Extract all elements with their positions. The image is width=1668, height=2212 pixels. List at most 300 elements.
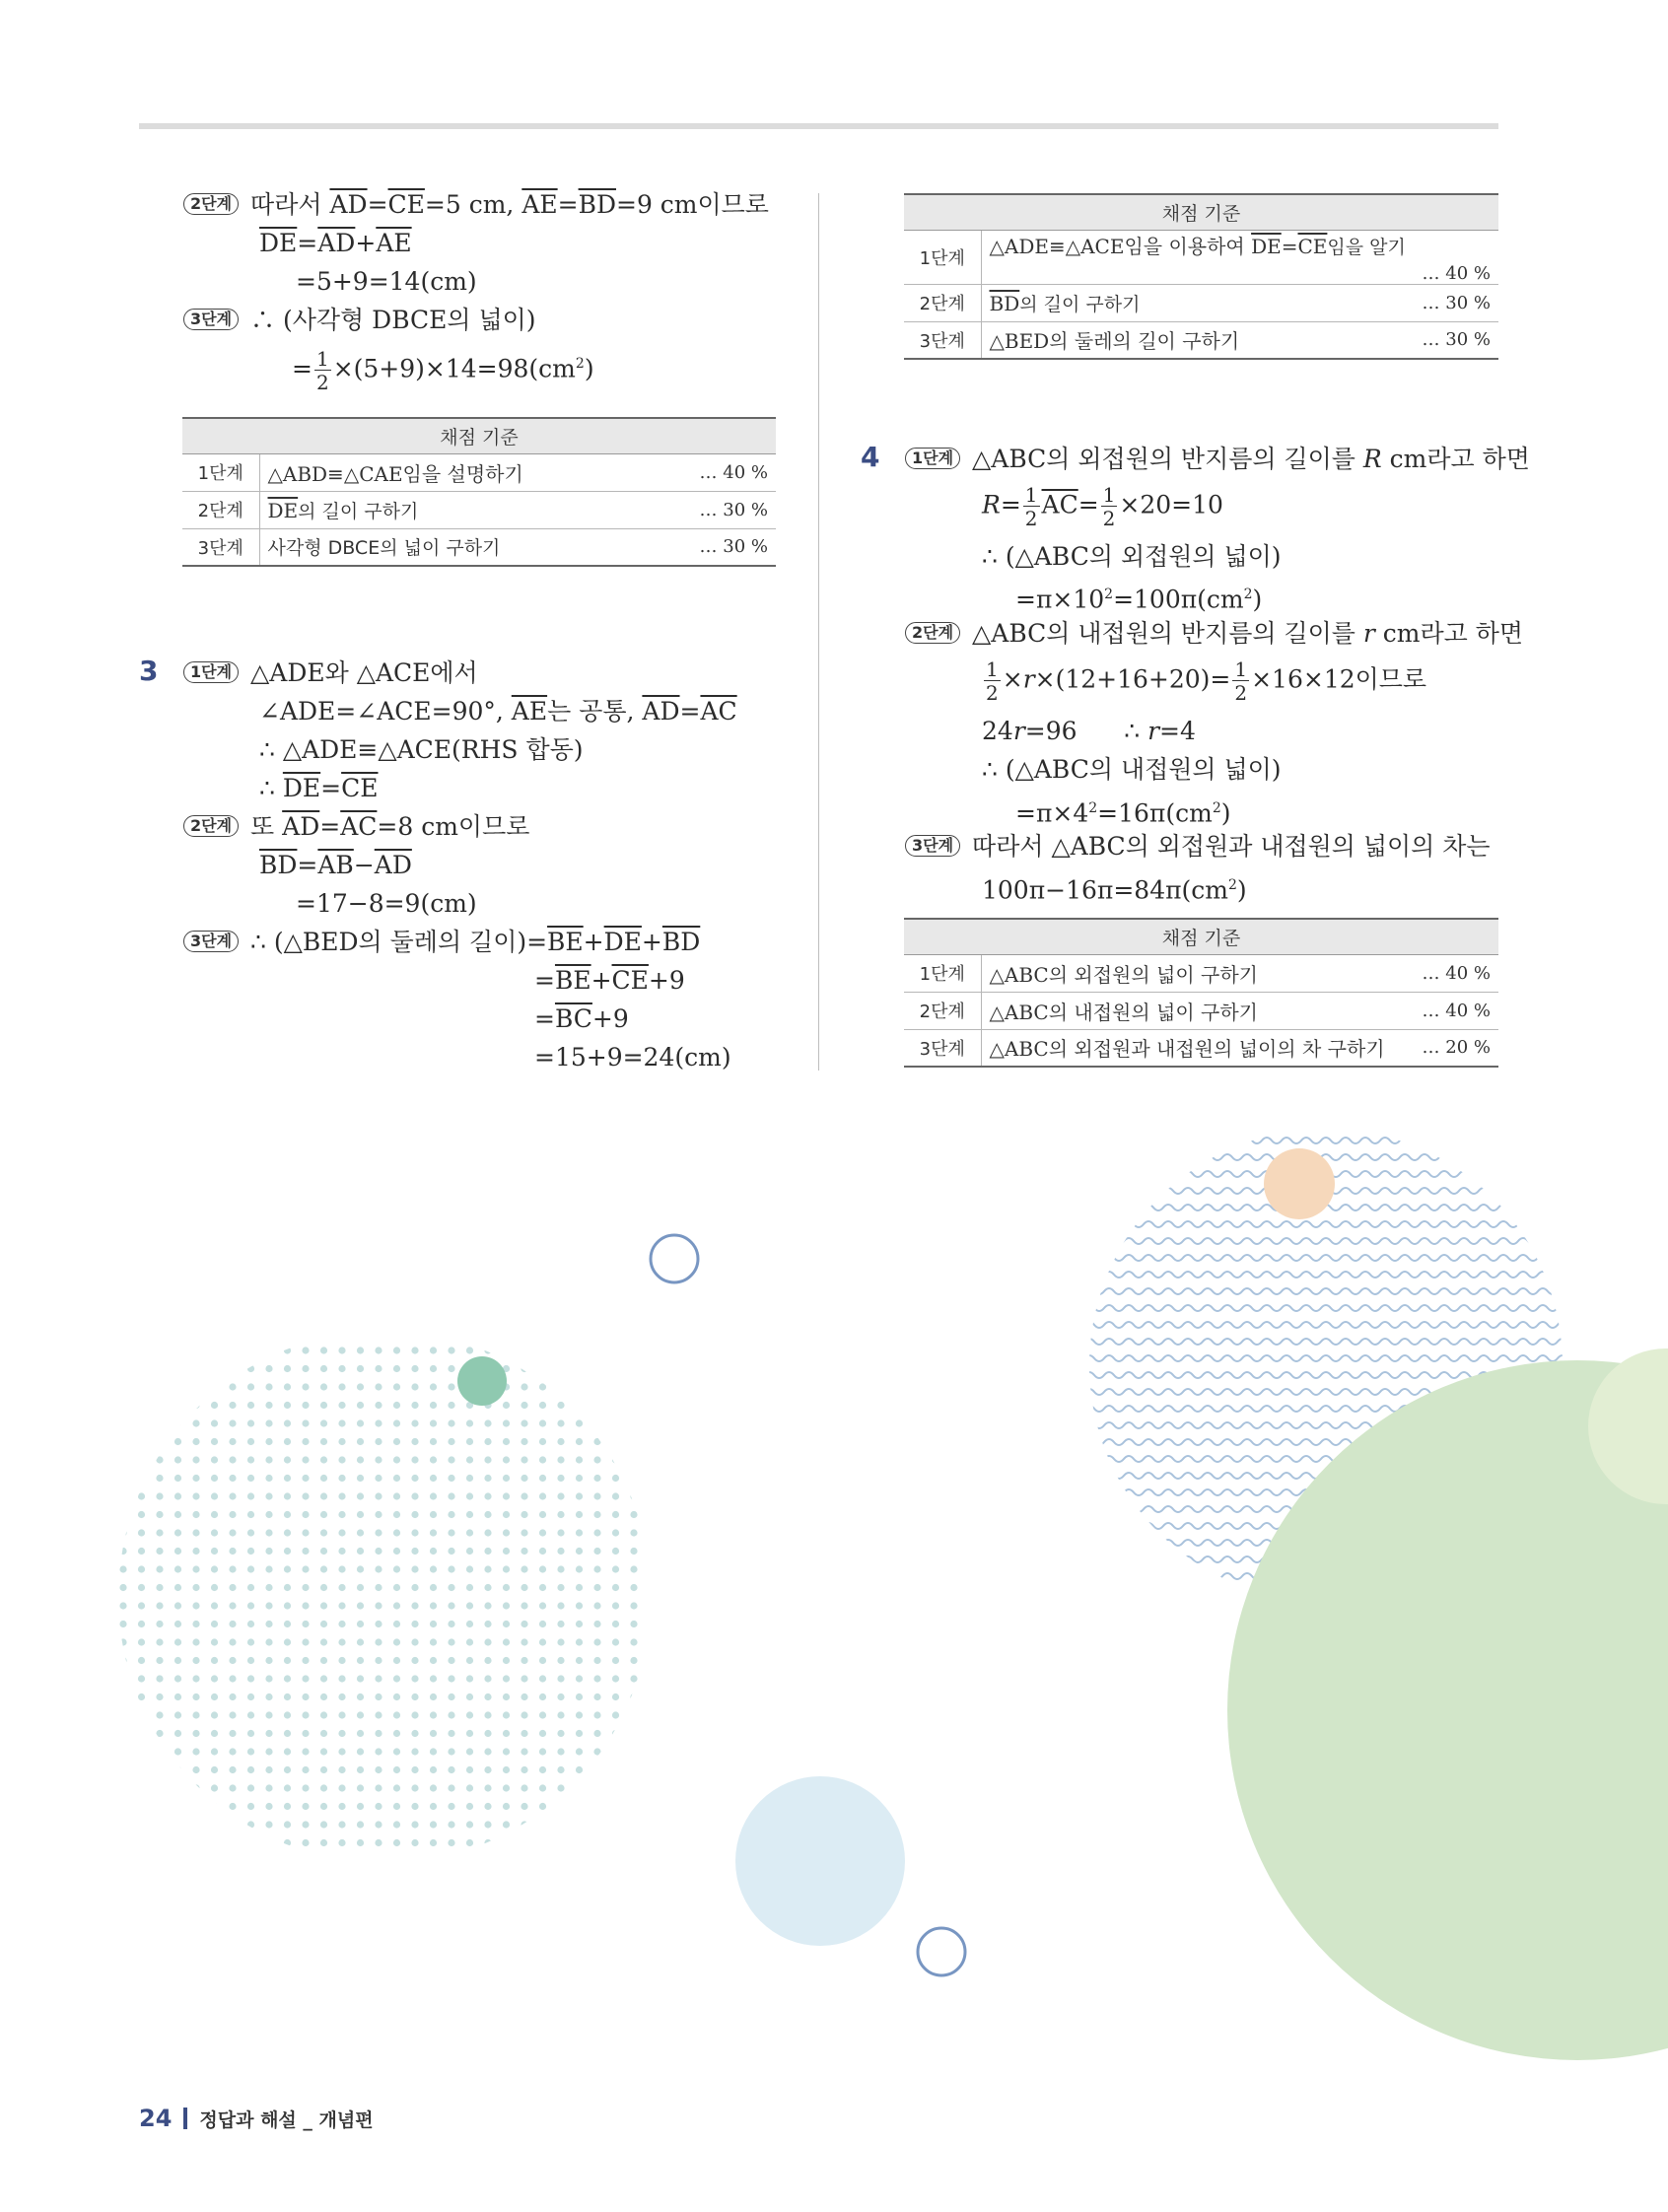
step-badge: 1단계 xyxy=(905,448,960,469)
pattern-dot xyxy=(265,1638,272,1645)
pattern-dot xyxy=(138,1529,145,1536)
pattern-dot xyxy=(393,1419,400,1426)
pattern-dot xyxy=(557,1839,564,1846)
pattern-dot xyxy=(119,1548,126,1555)
pattern-dot xyxy=(156,1419,163,1426)
pattern-dot xyxy=(229,1711,236,1718)
wave-line xyxy=(1084,1138,1577,1143)
pattern-dot xyxy=(593,1621,600,1627)
pattern-dot xyxy=(119,1475,126,1482)
pattern-dot xyxy=(138,1602,145,1609)
pattern-dot xyxy=(284,1821,291,1828)
pattern-dot xyxy=(612,1657,619,1664)
pattern-dot xyxy=(357,1803,364,1810)
pattern-dot xyxy=(448,1548,454,1555)
p3-line3: ∴ △ADE≡△ACE(RHS 합동) xyxy=(259,735,584,764)
pattern-dot xyxy=(284,1383,291,1390)
pattern-dot xyxy=(484,1711,491,1718)
pattern-dot xyxy=(265,1657,272,1664)
pattern-dot xyxy=(156,1730,163,1737)
pattern-dot xyxy=(229,1383,236,1390)
pattern-dot xyxy=(466,1529,473,1536)
pattern-dot xyxy=(138,1548,145,1555)
pattern-dot xyxy=(503,1694,510,1700)
pattern-dot xyxy=(411,1402,418,1409)
pattern-dot xyxy=(229,1803,236,1810)
pattern-dot xyxy=(576,1621,583,1627)
pattern-dot xyxy=(593,1784,600,1791)
pattern-dot xyxy=(320,1821,327,1828)
pattern-dot xyxy=(612,1584,619,1591)
pattern-dot xyxy=(174,1638,181,1645)
pattern-dot xyxy=(593,1419,600,1426)
pattern-dot xyxy=(393,1694,400,1700)
pattern-dot xyxy=(302,1621,309,1627)
pattern-dot xyxy=(593,1657,600,1664)
pattern-dot xyxy=(320,1347,327,1353)
pattern-dot xyxy=(576,1383,583,1390)
pattern-dot xyxy=(539,1492,546,1499)
pattern-dot xyxy=(357,1621,364,1627)
pattern-dot xyxy=(338,1548,345,1555)
pattern-dot xyxy=(576,1821,583,1828)
wave-line xyxy=(1084,1305,1577,1311)
pattern-dot xyxy=(138,1839,145,1846)
pattern-dot xyxy=(484,1347,491,1353)
pattern-dot xyxy=(630,1730,637,1737)
pattern-dot xyxy=(448,1821,454,1828)
pattern-dot xyxy=(320,1548,327,1555)
pattern-dot xyxy=(119,1694,126,1700)
pattern-dot xyxy=(265,1419,272,1426)
problem-number-4: 4 xyxy=(861,441,880,473)
pattern-dot xyxy=(302,1438,309,1445)
pattern-dot xyxy=(466,1548,473,1555)
pattern-dot xyxy=(484,1419,491,1426)
pattern-dot xyxy=(247,1529,254,1536)
pattern-dot xyxy=(302,1766,309,1773)
pattern-dot xyxy=(119,1803,126,1810)
pattern-dot xyxy=(612,1529,619,1536)
pattern-dot xyxy=(302,1383,309,1390)
pattern-dot xyxy=(320,1748,327,1755)
pattern-dot xyxy=(539,1347,546,1353)
pattern-dot xyxy=(156,1511,163,1518)
pattern-dot xyxy=(375,1711,382,1718)
pattern-dot xyxy=(521,1565,527,1572)
p4-line7: 24r=96 ∴ r=4 xyxy=(982,717,1196,745)
pattern-dot xyxy=(211,1565,218,1572)
pattern-dot xyxy=(357,1492,364,1499)
pattern-dot xyxy=(138,1492,145,1499)
pattern-dot xyxy=(211,1638,218,1645)
pattern-dot xyxy=(466,1621,473,1627)
p3-line4: ∴ $\overline{DE}=\overline{CE}$ xyxy=(259,774,379,802)
pattern-dot xyxy=(338,1657,345,1664)
pattern-dot xyxy=(430,1657,437,1664)
pattern-dot xyxy=(156,1694,163,1700)
pattern-dot xyxy=(284,1548,291,1555)
pattern-dot xyxy=(229,1839,236,1846)
pattern-dot xyxy=(448,1365,454,1372)
pattern-dot xyxy=(593,1584,600,1591)
pattern-dot xyxy=(174,1383,181,1390)
pattern-dot xyxy=(229,1402,236,1409)
pattern-dot xyxy=(430,1511,437,1518)
pattern-dot xyxy=(211,1383,218,1390)
pattern-dot xyxy=(302,1657,309,1664)
pattern-dot xyxy=(265,1565,272,1572)
pattern-dot xyxy=(247,1675,254,1682)
pattern-dot xyxy=(138,1347,145,1353)
step2-line2: $\overline{DE}=\overline{AD}+\overline{AE}$ xyxy=(259,229,412,257)
pattern-dot xyxy=(557,1657,564,1664)
pattern-dot xyxy=(466,1748,473,1755)
pattern-dot xyxy=(466,1803,473,1810)
pattern-dot xyxy=(576,1492,583,1499)
pattern-dot xyxy=(265,1602,272,1609)
pattern-dot xyxy=(247,1456,254,1463)
pattern-dot xyxy=(119,1766,126,1773)
pattern-dot xyxy=(576,1548,583,1555)
pattern-dot xyxy=(593,1694,600,1700)
pattern-dot xyxy=(265,1511,272,1518)
pattern-dot xyxy=(119,1565,126,1572)
column-divider xyxy=(818,193,819,1071)
pattern-dot xyxy=(211,1584,218,1591)
pattern-dot xyxy=(265,1402,272,1409)
pattern-dot xyxy=(357,1657,364,1664)
pattern-dot xyxy=(539,1419,546,1426)
pattern-dot xyxy=(612,1383,619,1390)
pattern-dot xyxy=(448,1638,454,1645)
pattern-dot xyxy=(484,1839,491,1846)
pattern-dot xyxy=(247,1419,254,1426)
pattern-dot xyxy=(484,1638,491,1645)
pattern-dot xyxy=(338,1419,345,1426)
pattern-dot xyxy=(192,1492,199,1499)
light-blue-circle xyxy=(735,1776,905,1946)
pattern-dot xyxy=(119,1383,126,1390)
pattern-dot xyxy=(630,1492,637,1499)
p3-line8: 3단계 ∴ (△BED의 둘레의 길이)$=\overline{BE}+\overline{DE}+\overline{BD}$ xyxy=(183,924,700,961)
table-row: 1단계 △ABD≡△CAE임을 설명하기 … 40 % xyxy=(182,453,776,491)
pattern-dot xyxy=(557,1492,564,1499)
pattern-dot xyxy=(593,1402,600,1409)
pattern-dot xyxy=(430,1766,437,1773)
pattern-dot xyxy=(612,1675,619,1682)
pattern-dot xyxy=(302,1548,309,1555)
pattern-dot xyxy=(448,1839,454,1846)
pattern-dot xyxy=(247,1839,254,1846)
pattern-dot xyxy=(174,1511,181,1518)
pattern-dot xyxy=(503,1492,510,1499)
pattern-dot xyxy=(265,1383,272,1390)
pattern-dot xyxy=(265,1675,272,1682)
pattern-dot xyxy=(119,1511,126,1518)
pattern-dot xyxy=(521,1675,527,1682)
pattern-dot xyxy=(284,1529,291,1536)
pattern-dot xyxy=(503,1602,510,1609)
pattern-dot xyxy=(630,1419,637,1426)
pattern-dot xyxy=(338,1584,345,1591)
pattern-dot xyxy=(338,1803,345,1810)
pattern-dot xyxy=(466,1492,473,1499)
pattern-dot xyxy=(593,1475,600,1482)
pattern-dot xyxy=(576,1565,583,1572)
p4-line1: 1단계 △ABC의 외접원의 반지름의 길이를 R cm라고 하면 xyxy=(905,441,1530,478)
pattern-dot xyxy=(302,1602,309,1609)
pattern-dot xyxy=(593,1821,600,1828)
pattern-dot xyxy=(484,1803,491,1810)
pattern-dot xyxy=(411,1548,418,1555)
pattern-dot xyxy=(156,1657,163,1664)
pattern-dot xyxy=(138,1730,145,1737)
pattern-dot xyxy=(557,1821,564,1828)
pattern-dot xyxy=(284,1402,291,1409)
pattern-dot xyxy=(265,1711,272,1718)
pattern-dot xyxy=(393,1529,400,1536)
pattern-dot xyxy=(265,1803,272,1810)
pattern-dot xyxy=(284,1730,291,1737)
pattern-dot xyxy=(393,1803,400,1810)
pattern-dot xyxy=(156,1766,163,1773)
pattern-dot xyxy=(357,1711,364,1718)
pattern-dot xyxy=(448,1383,454,1390)
pattern-dot xyxy=(521,1621,527,1627)
pattern-dot xyxy=(430,1839,437,1846)
pattern-dot xyxy=(174,1548,181,1555)
pattern-dot xyxy=(211,1657,218,1664)
table-row: 1단계 △ADE≡△ACE임을 이용하여 $\overline{DE}=\overline{CE}$임을 알기 … 40 % xyxy=(904,230,1498,284)
pattern-dot xyxy=(411,1821,418,1828)
wave-line xyxy=(1084,1255,1577,1261)
step3-line2: = $\frac{1}{2}$ $\times(5+9)\times 14=98(cm^2)$ xyxy=(292,346,594,394)
pattern-dot xyxy=(630,1584,637,1591)
pattern-dot xyxy=(284,1456,291,1463)
pattern-dot xyxy=(630,1839,637,1846)
pattern-dot xyxy=(357,1730,364,1737)
pattern-dot xyxy=(430,1694,437,1700)
pattern-dot xyxy=(521,1784,527,1791)
pattern-dot xyxy=(612,1766,619,1773)
pattern-dot xyxy=(539,1383,546,1390)
pattern-dot xyxy=(593,1748,600,1755)
pattern-dot xyxy=(576,1748,583,1755)
footer-title: 정답과 해설 _ 개념편 xyxy=(199,2108,374,2131)
pattern-dot xyxy=(265,1784,272,1791)
pattern-dot xyxy=(521,1365,527,1372)
pattern-dot xyxy=(557,1694,564,1700)
pattern-dot xyxy=(119,1821,126,1828)
pattern-dot xyxy=(484,1584,491,1591)
pattern-dot xyxy=(265,1438,272,1445)
pattern-dot xyxy=(448,1675,454,1682)
pattern-dot xyxy=(174,1839,181,1846)
step-badge: 1단계 xyxy=(183,661,239,683)
pattern-dot xyxy=(430,1748,437,1755)
pattern-dot xyxy=(229,1657,236,1664)
pattern-dot xyxy=(448,1766,454,1773)
pattern-dot xyxy=(521,1584,527,1591)
pattern-dot xyxy=(302,1784,309,1791)
wave-line xyxy=(1084,1339,1577,1345)
pattern-dot xyxy=(156,1803,163,1810)
pattern-dot xyxy=(593,1438,600,1445)
pattern-dot xyxy=(174,1492,181,1499)
pattern-dot xyxy=(393,1602,400,1609)
pattern-dot xyxy=(192,1821,199,1828)
pattern-dot xyxy=(229,1766,236,1773)
p3-line5: 2단계 또 $\overline{AD}=\overline{AC}=8$ cm이므로 xyxy=(183,808,529,846)
pattern-dot xyxy=(357,1475,364,1482)
pattern-dot xyxy=(448,1438,454,1445)
pattern-dot xyxy=(557,1419,564,1426)
pattern-dot xyxy=(448,1565,454,1572)
pattern-dot xyxy=(630,1766,637,1773)
pattern-dot xyxy=(448,1475,454,1482)
pattern-dot xyxy=(284,1748,291,1755)
pattern-dot xyxy=(284,1694,291,1700)
pattern-dot xyxy=(229,1511,236,1518)
table-row: 1단계 △ABC의 외접원의 넓이 구하기 … 40 % xyxy=(904,954,1498,992)
pattern-dot xyxy=(211,1419,218,1426)
pattern-dot xyxy=(593,1565,600,1572)
pattern-dot xyxy=(521,1475,527,1482)
pattern-dot xyxy=(430,1711,437,1718)
pattern-dot xyxy=(539,1602,546,1609)
pattern-dot xyxy=(630,1821,637,1828)
pattern-dot xyxy=(521,1602,527,1609)
pattern-dot xyxy=(357,1602,364,1609)
pattern-dot xyxy=(411,1584,418,1591)
pattern-dot xyxy=(302,1638,309,1645)
pattern-dot xyxy=(284,1492,291,1499)
pattern-dot xyxy=(557,1638,564,1645)
pattern-dot xyxy=(393,1402,400,1409)
pattern-dot xyxy=(630,1347,637,1353)
pattern-dot xyxy=(503,1621,510,1627)
pattern-dot xyxy=(375,1766,382,1773)
pattern-dot xyxy=(247,1548,254,1555)
pattern-dot xyxy=(156,1456,163,1463)
p4-line9: $=\pi\times 4^2=16\pi(cm^2)$ xyxy=(1015,798,1231,828)
fraction: $\frac{1}{2}$ xyxy=(315,346,329,394)
pattern-dot xyxy=(174,1419,181,1426)
p3-line11: =15+9=24(cm) xyxy=(534,1043,731,1071)
pattern-dot xyxy=(357,1383,364,1390)
pattern-dot xyxy=(192,1839,199,1846)
pattern-dot xyxy=(357,1402,364,1409)
step-badge: 3단계 xyxy=(183,309,239,330)
pattern-dot xyxy=(211,1438,218,1445)
pattern-dot xyxy=(119,1657,126,1664)
pattern-dot xyxy=(503,1565,510,1572)
pattern-dot xyxy=(503,1402,510,1409)
footer-divider xyxy=(183,2108,187,2129)
pattern-dot xyxy=(411,1456,418,1463)
pattern-dot xyxy=(375,1638,382,1645)
pattern-dot xyxy=(357,1438,364,1445)
pattern-dot xyxy=(503,1584,510,1591)
pattern-dot xyxy=(357,1766,364,1773)
pattern-dot xyxy=(521,1402,527,1409)
pattern-dot xyxy=(393,1711,400,1718)
pattern-dot xyxy=(557,1365,564,1372)
pattern-dot xyxy=(557,1548,564,1555)
pattern-dot xyxy=(484,1748,491,1755)
pattern-dot xyxy=(119,1365,126,1372)
step-badge: 3단계 xyxy=(183,931,239,952)
pattern-dot xyxy=(393,1492,400,1499)
pattern-dot xyxy=(357,1529,364,1536)
pattern-dot xyxy=(630,1621,637,1627)
pattern-dot xyxy=(375,1548,382,1555)
pattern-dot xyxy=(284,1839,291,1846)
pattern-dot xyxy=(156,1839,163,1846)
pattern-dot xyxy=(229,1565,236,1572)
pattern-dot xyxy=(430,1438,437,1445)
pattern-dot xyxy=(357,1584,364,1591)
pattern-dot xyxy=(302,1419,309,1426)
pattern-dot xyxy=(284,1711,291,1718)
pattern-dot xyxy=(302,1475,309,1482)
fraction: $\frac{1}{2}$ xyxy=(986,657,999,705)
pattern-dot xyxy=(156,1638,163,1645)
pattern-dot xyxy=(430,1621,437,1627)
pattern-dot xyxy=(430,1565,437,1572)
pattern-dot xyxy=(174,1347,181,1353)
pattern-dot xyxy=(521,1839,527,1846)
pattern-dot xyxy=(211,1511,218,1518)
pattern-dot xyxy=(192,1766,199,1773)
pattern-dot xyxy=(430,1784,437,1791)
pattern-dot xyxy=(593,1365,600,1372)
pattern-dot xyxy=(156,1475,163,1482)
pattern-dot xyxy=(411,1839,418,1846)
pattern-dot xyxy=(302,1565,309,1572)
pattern-dot xyxy=(265,1347,272,1353)
pattern-dot xyxy=(138,1621,145,1627)
pattern-dot xyxy=(411,1565,418,1572)
pattern-dot xyxy=(484,1602,491,1609)
pattern-dot xyxy=(211,1784,218,1791)
pattern-dot xyxy=(539,1821,546,1828)
pattern-dot xyxy=(247,1821,254,1828)
pattern-dot xyxy=(211,1711,218,1718)
step-badge: 2단계 xyxy=(905,622,960,644)
pattern-dot xyxy=(320,1511,327,1518)
pattern-dot xyxy=(557,1621,564,1627)
pattern-dot xyxy=(375,1456,382,1463)
pattern-dot xyxy=(503,1766,510,1773)
pattern-dot xyxy=(576,1419,583,1426)
pattern-dot xyxy=(302,1584,309,1591)
pattern-dot xyxy=(593,1638,600,1645)
pattern-dot xyxy=(630,1365,637,1372)
pattern-dot xyxy=(484,1784,491,1791)
pattern-dot xyxy=(593,1839,600,1846)
p3-line2: ∠ADE=∠ACE=90°, $\overline{AE}$는 공통, $\overline{AD}=\overline{AC}$ xyxy=(259,697,737,726)
pattern-dot xyxy=(156,1784,163,1791)
pattern-dot xyxy=(393,1383,400,1390)
ring-bottom xyxy=(918,1928,965,1975)
pattern-dot xyxy=(539,1766,546,1773)
pattern-dot xyxy=(393,1365,400,1372)
pattern-dot xyxy=(229,1748,236,1755)
pattern-dot xyxy=(138,1675,145,1682)
pattern-dot xyxy=(357,1748,364,1755)
